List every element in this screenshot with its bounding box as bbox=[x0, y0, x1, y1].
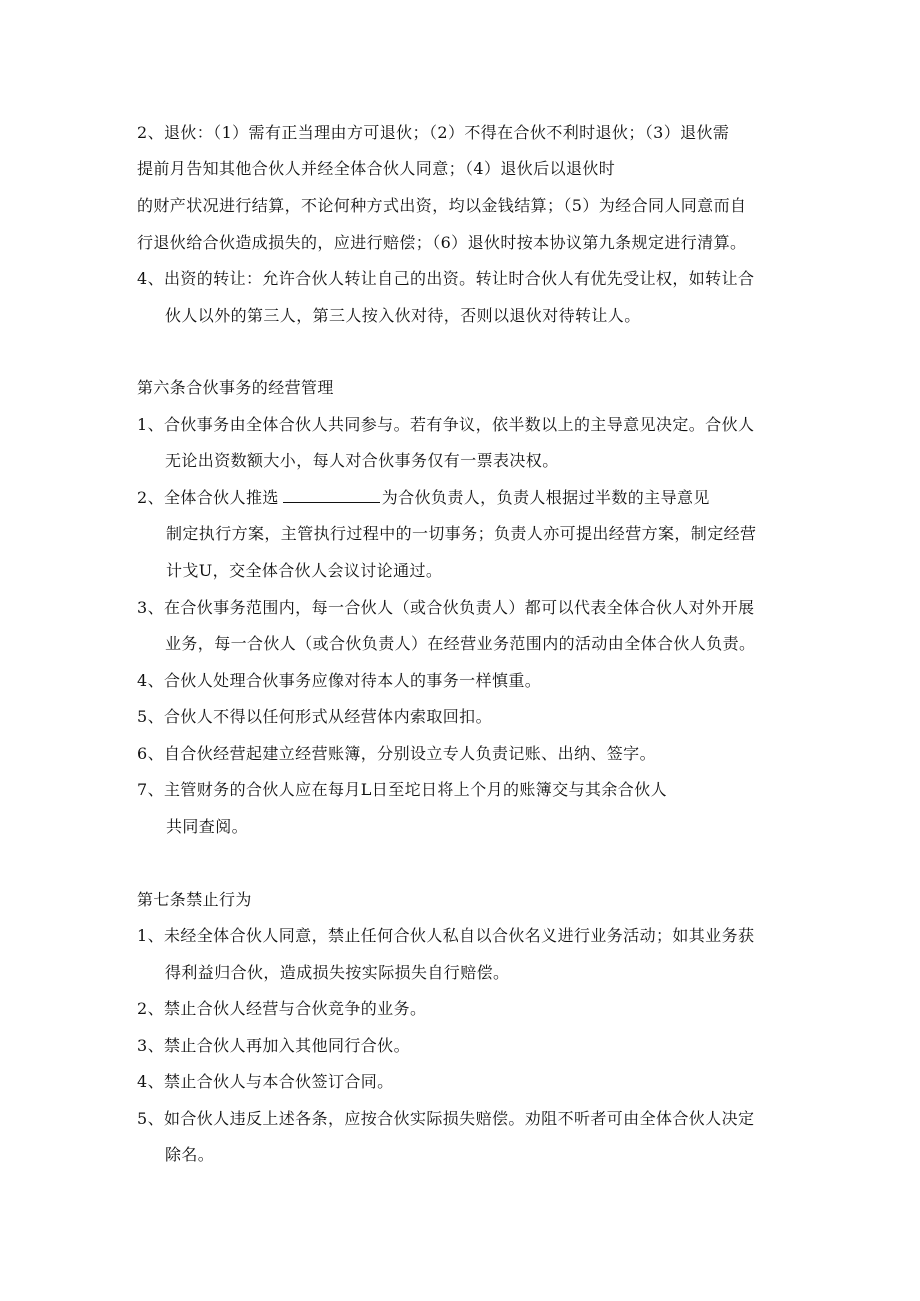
article-6-item-3-line-1: 3、在合伙事务范围内，每一合伙人（或合伙负责人）都可以代表全体合伙人对外开展 bbox=[137, 598, 755, 617]
article-6-item-1-line-1: 1、合伙事务由全体合伙人共同参与。若有争议，依半数以上的主导意见决定。合伙人 bbox=[137, 415, 755, 434]
article-7-item-3: 3、禁止合伙人再加入其他同行合伙。 bbox=[137, 1036, 410, 1055]
item-2-prefix: 2、全体合伙人推选 bbox=[137, 488, 279, 507]
article-6-item-7-line-2: 共同查阅。 bbox=[166, 817, 249, 836]
capital-transfer-clause-line-2: 伙人以外的第三人，第三人按入伙对待，否则以退伙对待转让人。 bbox=[165, 306, 641, 325]
article-6-item-2-line-2: 制定执行方案，主管执行过程中的一切事务；负责人亦可提出经营方案，制定经营 bbox=[166, 524, 757, 543]
article-7-item-5-line-2: 除名。 bbox=[165, 1145, 215, 1164]
article-6-item-4: 4、合伙人处理合伙事务应像对待本人的事务一样慎重。 bbox=[137, 671, 542, 690]
article-6-item-2-line-3: 计戈U，交全体合伙人会议讨论通过。 bbox=[166, 561, 443, 580]
withdrawal-clause-line-3: 的财产状况进行结算，不论何种方式出资，均以金钱结算；（5）为经合同人同意而自 bbox=[137, 196, 747, 215]
article-6-item-3-line-2: 业务，每一合伙人（或合伙负责人）在经营业务范围内的活动由全体合伙人负责。 bbox=[165, 634, 756, 653]
article-6-item-7-line-1: 7、主管财务的合伙人应在每月L日至坨日将上个月的账簿交与其余合伙人 bbox=[137, 780, 668, 799]
withdrawal-clause-line-4: 行退伙给合伙造成损失的，应进行赔偿；（6）退伙时按本协议第九条规定进行清算。 bbox=[137, 233, 747, 252]
article-7-item-5-line-1: 5、如合伙人违反上述各条，应按合伙实际损失赔偿。劝阻不听者可由全体合伙人决定 bbox=[137, 1109, 755, 1128]
article-6-item-1-line-2: 无论出资数额大小，每人对合伙事务仅有一票表决权。 bbox=[165, 451, 559, 470]
article-7-title: 第七条禁止行为 bbox=[137, 890, 252, 909]
article-7-item-1-line-2: 得利益归合伙，造成损失按实际损失自行赔偿。 bbox=[165, 963, 510, 982]
fill-in-blank bbox=[283, 488, 380, 503]
withdrawal-clause-line-1: 2、退伙：（1）需有正当理由方可退伙；（2）不得在合伙不利时退伙；（3）退伙需 bbox=[137, 123, 730, 142]
article-7-item-1-line-1: 1、未经全体合伙人同意，禁止任何合伙人私自以合伙名义进行业务活动；如其业务获 bbox=[137, 926, 755, 945]
article-6-item-5: 5、合伙人不得以任何形式从经营体内索取回扣。 bbox=[137, 707, 492, 726]
article-6-item-6: 6、自合伙经营起建立经营账簿，分别设立专人负责记账、出纳、签字。 bbox=[137, 744, 656, 763]
article-6-title: 第六条合伙事务的经营管理 bbox=[137, 378, 334, 397]
article-7-item-4: 4、禁止合伙人与本合伙签订合同。 bbox=[137, 1072, 394, 1091]
item-2-suffix: 为合伙负责人，负责人根据过半数的主导意见 bbox=[381, 488, 710, 507]
withdrawal-clause-line-2: 提前月告知其他合伙人并经全体合伙人同意；（4）退伙后以退伙时 bbox=[137, 159, 616, 178]
article-7-item-2: 2、禁止合伙人经营与合伙竞争的业务。 bbox=[137, 999, 427, 1018]
capital-transfer-clause-line-1: 4、出资的转让：允许合伙人转让自己的出资。转让时合伙人有优先受让权，如转让合 bbox=[137, 269, 755, 288]
article-6-item-2-line-1 bbox=[137, 488, 789, 508]
